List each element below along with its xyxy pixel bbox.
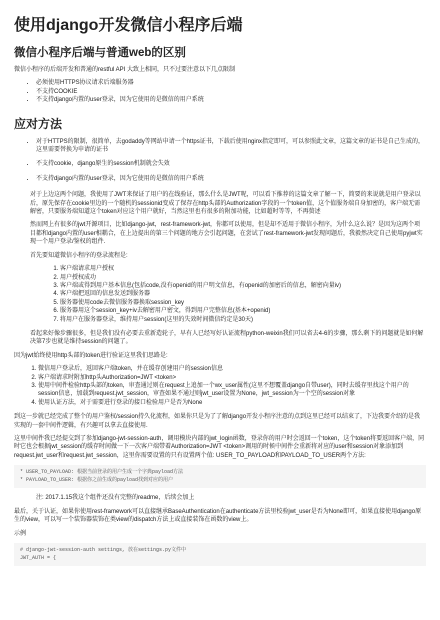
list-item: 6. 服务器用这个session_key+iv去解密用户密文，得到用户完整信息(基本+openid) — [60, 307, 426, 315]
paragraph: 看起来好像步骤很多，但是我们没有必要去重新造轮子，早有人已经写好认证流程python-weixin我们可以省去4-6的步骤，那么剩下的问题就是如何解决第7步也就是维持session的问题了。 — [30, 330, 424, 346]
paragraph: 首先要知道微信小程序的登录流程是: — [30, 252, 128, 259]
paragraph: 因为jwt始终使用http头部的token进行验证这里我们思路是: — [14, 352, 168, 359]
code-block-settings: * USER_TO_PAYLOAD: 根据当前登录的用户生成一个字典payload方法 * PAYLOAD_TO_USER: 根据你之前生成的payload找到对应的用户 — [14, 465, 426, 488]
restriction-list — [14, 79, 426, 104]
login-flow-steps — [30, 265, 426, 324]
list-item: • 不支持COOKIE — [36, 88, 426, 96]
list-item: • 不支持cookie，django原生的session机制就会失效 — [36, 160, 426, 168]
list-item: 2. 用户授权成功 — [60, 274, 426, 282]
list-item: 2. 客户端请求时附加http头Authorization=JWT <token> — [38, 374, 426, 382]
paragraph: 对于上边这两个问题，我使用了JWT来保证了用户的在线验证，那么什么是JWT呢，可以看下推荐的这篇文章了解一下，简要的来说就是用户登录以后，原先保存在cookie里边的一个随机的sessionid变成了保存在http头部的Authorization字段的一个token值，这个值服务端自身加密的，客户端无需解密，只要服务端知道这个token对应这个用户就好，当然这里也有很多的附加功能，比如超时等等，不再赘述 — [30, 192, 421, 216]
list-item: 3. 使用中间件检验http头部的token，审查通过则在request上追加一个wx_user属性(这里不想覆盖django自带user)，同时去缓存里找这个用户的session信息，加载到request.jwt_session，审查如果不通过则jwt_user设置为None，jwt_session为一个空的session对象 — [38, 382, 426, 399]
list-item: • 不支持django内置的user登录，因为它使用的是微信的用户系统 — [36, 96, 426, 104]
list-item: 5. 服务器使用code去微信服务器换取session_key — [60, 299, 426, 307]
page-title: 使用django开发微信小程序后端 — [14, 17, 243, 34]
paragraph: 这里中间件我已经提交到了参加django-jwt-session-auth，调用模块内部的jwt_login函数，登录你的用户时会返回一个token，这个token将要返回客户端，同时它也会根据jwt_session的缓存时间做一下一次客户端带着Authorization=JWT <token>调用的时候中间件会重新将对应的user和session对象添加到request.jwt_user和request.jwt_session，这里你需要设置的只有设置两个值: USER_TO_PAYLOAD和PAYLOAD_TO_USER两个方法: — [14, 436, 425, 459]
list-item: 4. 客户端把返回的信息发送到服务器 — [60, 290, 426, 298]
solution-body — [14, 191, 426, 347]
list-item: 1. 客户端请求用户授权 — [60, 265, 426, 273]
paragraph: 到这一步就已经完成了整个的用户鉴权/session持久化流程，如果你只是为了了解django开发小程序注意的点到这里已经可以结束了，下边我要介绍的是我实现的一套中间件逻辑，有兴趣可以拿去直接使用. — [14, 414, 421, 429]
list-item: 3. 客户端或得到用户基本信息(包括code,没有openid的用户明文信息，有openid的加密后的信息，解密向量iv) — [60, 282, 426, 290]
section1-intro: 微信小程序的后端开发和普通的restful API 大致上相同，只不过要注意以下几点限制 — [14, 67, 236, 73]
paragraph: 然而网上有很多的jwt开源项目，比如django-jwt，rest-framework-jwt，你都可以使用，但是却不适用于微信小程序，为什么这么说？是因为这两个项目都和django内置的user相耦合，在上边提出的第三个问题的地方会引起问题，在尝试了rest-framework-jwt发现问题后，我毅然决定自己使用pyjwt实现一个用户登录/鉴权的组件. — [30, 222, 423, 246]
session-steps — [14, 365, 426, 407]
solution-list — [14, 138, 426, 184]
list-item: 1. 微信用户登录后，返回客户端token，并在缓存创建用户的session信息 — [38, 365, 426, 373]
section-heading-difference: 微信小程序后端与普通web的区别 — [14, 47, 186, 59]
list-item: 4. 使用认证方法，对于需要进行登录的接口检验用户是否为None — [38, 399, 426, 407]
section-heading-solutions: 应对方法 — [14, 116, 63, 131]
note: 注: 2017.1.15我这个组件还没有完整的readme，后续会加上 — [36, 495, 195, 502]
list-item: • 对于HTTPS的限制，很简单，去godaddy等网站申请一个https证书，下载后使用nginx指定即可，可以参照此文章，这篇文章的证书是自己生成的，这里需要替换为申请的证书 — [36, 138, 426, 155]
code-block-example: # django-jwt-session-auth settings, 放在settings.py文件中 JWT_AUTH = { — [14, 543, 426, 566]
paragraph: 最后，关于认证，如果你使用rest-framework可以直接继承BaseAuthentication在authenticate方法里校验jwt_user是否为None即可，如果直接使用django原生的view，可以写一个装饰器装饰在类view的dispatch方法上或直接装饰在函数的view上。 — [14, 508, 422, 524]
list-item: • 必须使用HTTPS协议请求后端服务器 — [36, 79, 426, 87]
example-label: 示例 — [14, 530, 27, 537]
list-item: 7. 将用户在服务器登录，维持用户session(这里的失效时间微信约定是30天) — [60, 316, 426, 324]
list-item: • 不支持django内置的user登录，因为它使用的是微信的用户系统 — [36, 175, 426, 183]
